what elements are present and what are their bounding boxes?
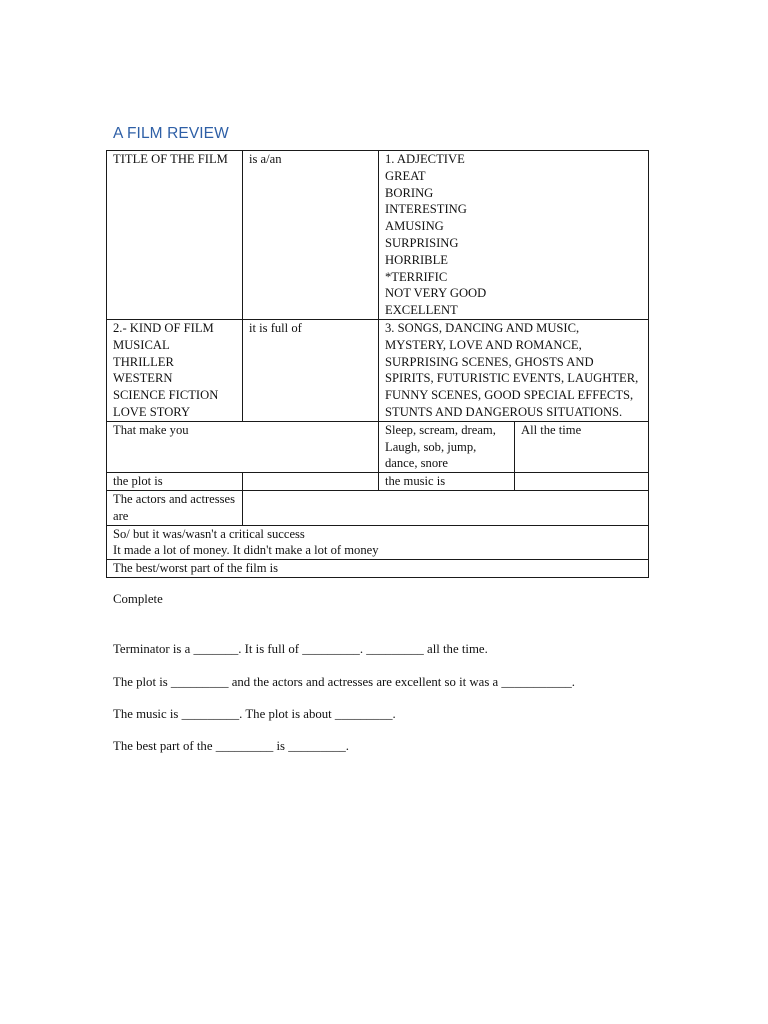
complete-heading: Complete bbox=[113, 592, 163, 606]
complete-sentence-1: Terminator is a _______. It is full of _________. _________ all the time. bbox=[113, 642, 488, 656]
table-row bbox=[107, 525, 649, 560]
cell-is-a-an: is a/an bbox=[243, 151, 379, 320]
cell-it-is-full-of: it is full of bbox=[243, 319, 379, 421]
list-item: BORING bbox=[385, 185, 434, 200]
cell-kind-of-film-list bbox=[107, 319, 243, 421]
list-item: SURPRISING bbox=[385, 235, 459, 250]
table-row bbox=[107, 473, 649, 491]
cell-actors-label: The actors and actresses are bbox=[107, 490, 243, 525]
complete-sentence-3: The music is _________. The plot is about _________. bbox=[113, 707, 396, 721]
list-item: MUSICAL bbox=[113, 337, 170, 352]
list-item: WESTERN bbox=[113, 371, 173, 386]
cell-reaction-verbs: Sleep, scream, dream, Laugh, sob, jump, dance, snore bbox=[379, 421, 515, 472]
list-item: 1. ADJECTIVE bbox=[385, 152, 465, 166]
list-item: NOT VERY GOOD bbox=[385, 286, 487, 301]
list-item: INTERESTING bbox=[385, 202, 467, 217]
cell-music-answer bbox=[515, 473, 649, 491]
list-item: EXCELLENT bbox=[385, 303, 458, 318]
list-item: 2.- KIND OF FILM bbox=[113, 320, 214, 335]
cell-actors-answer bbox=[243, 490, 649, 525]
table-row bbox=[107, 560, 649, 578]
complete-sentence-4: The best part of the _________ is _________. bbox=[113, 739, 349, 753]
success-line: So/ but it was/wasn't a critical success bbox=[113, 526, 305, 541]
cell-film-contents: 3. SONGS, DANCING AND MUSIC, MYSTERY, LOVE AND ROMANCE, SURPRISING SCENES, GHOSTS AND SPIRITS, FUTURISTIC EVENTS, LAUGHTER, FUNNY SCENES, GOOD SPECIAL EFFECTS, STUNTS AND DANGEROUS SITUATIONS. bbox=[379, 319, 649, 421]
cell-adjective-list bbox=[379, 151, 649, 320]
document-title: A FILM REVIEW bbox=[113, 125, 229, 142]
cell-all-the-time: All the time bbox=[515, 421, 649, 472]
list-item: SCIENCE FICTION bbox=[113, 388, 219, 403]
cell-plot-label: the plot is bbox=[107, 473, 243, 491]
cell-best-worst-part: The best/worst part of the film is bbox=[107, 560, 649, 578]
cell-plot-answer bbox=[243, 473, 379, 491]
table-row bbox=[107, 151, 649, 320]
money-line: It made a lot of money. It didn't make a lot of money bbox=[113, 543, 379, 558]
table-row bbox=[107, 490, 649, 525]
cell-success-and-money bbox=[107, 525, 649, 560]
list-item: GREAT bbox=[385, 168, 426, 183]
table-row bbox=[107, 319, 649, 421]
complete-sentence-2: The plot is _________ and the actors and actresses are excellent so it was a ___________. bbox=[113, 675, 575, 689]
list-item: LOVE STORY bbox=[113, 404, 191, 419]
list-item: HORRIBLE bbox=[385, 252, 448, 267]
film-review-table bbox=[106, 150, 649, 578]
cell-music-label: the music is bbox=[379, 473, 515, 491]
list-item: *TERRIFIC bbox=[385, 269, 448, 284]
table-row bbox=[107, 421, 649, 472]
list-item: THRILLER bbox=[113, 354, 174, 369]
list-item: AMUSING bbox=[385, 219, 444, 234]
cell-title-of-film: TITLE OF THE FILM bbox=[107, 151, 243, 320]
cell-that-make-you: That make you bbox=[107, 421, 379, 472]
